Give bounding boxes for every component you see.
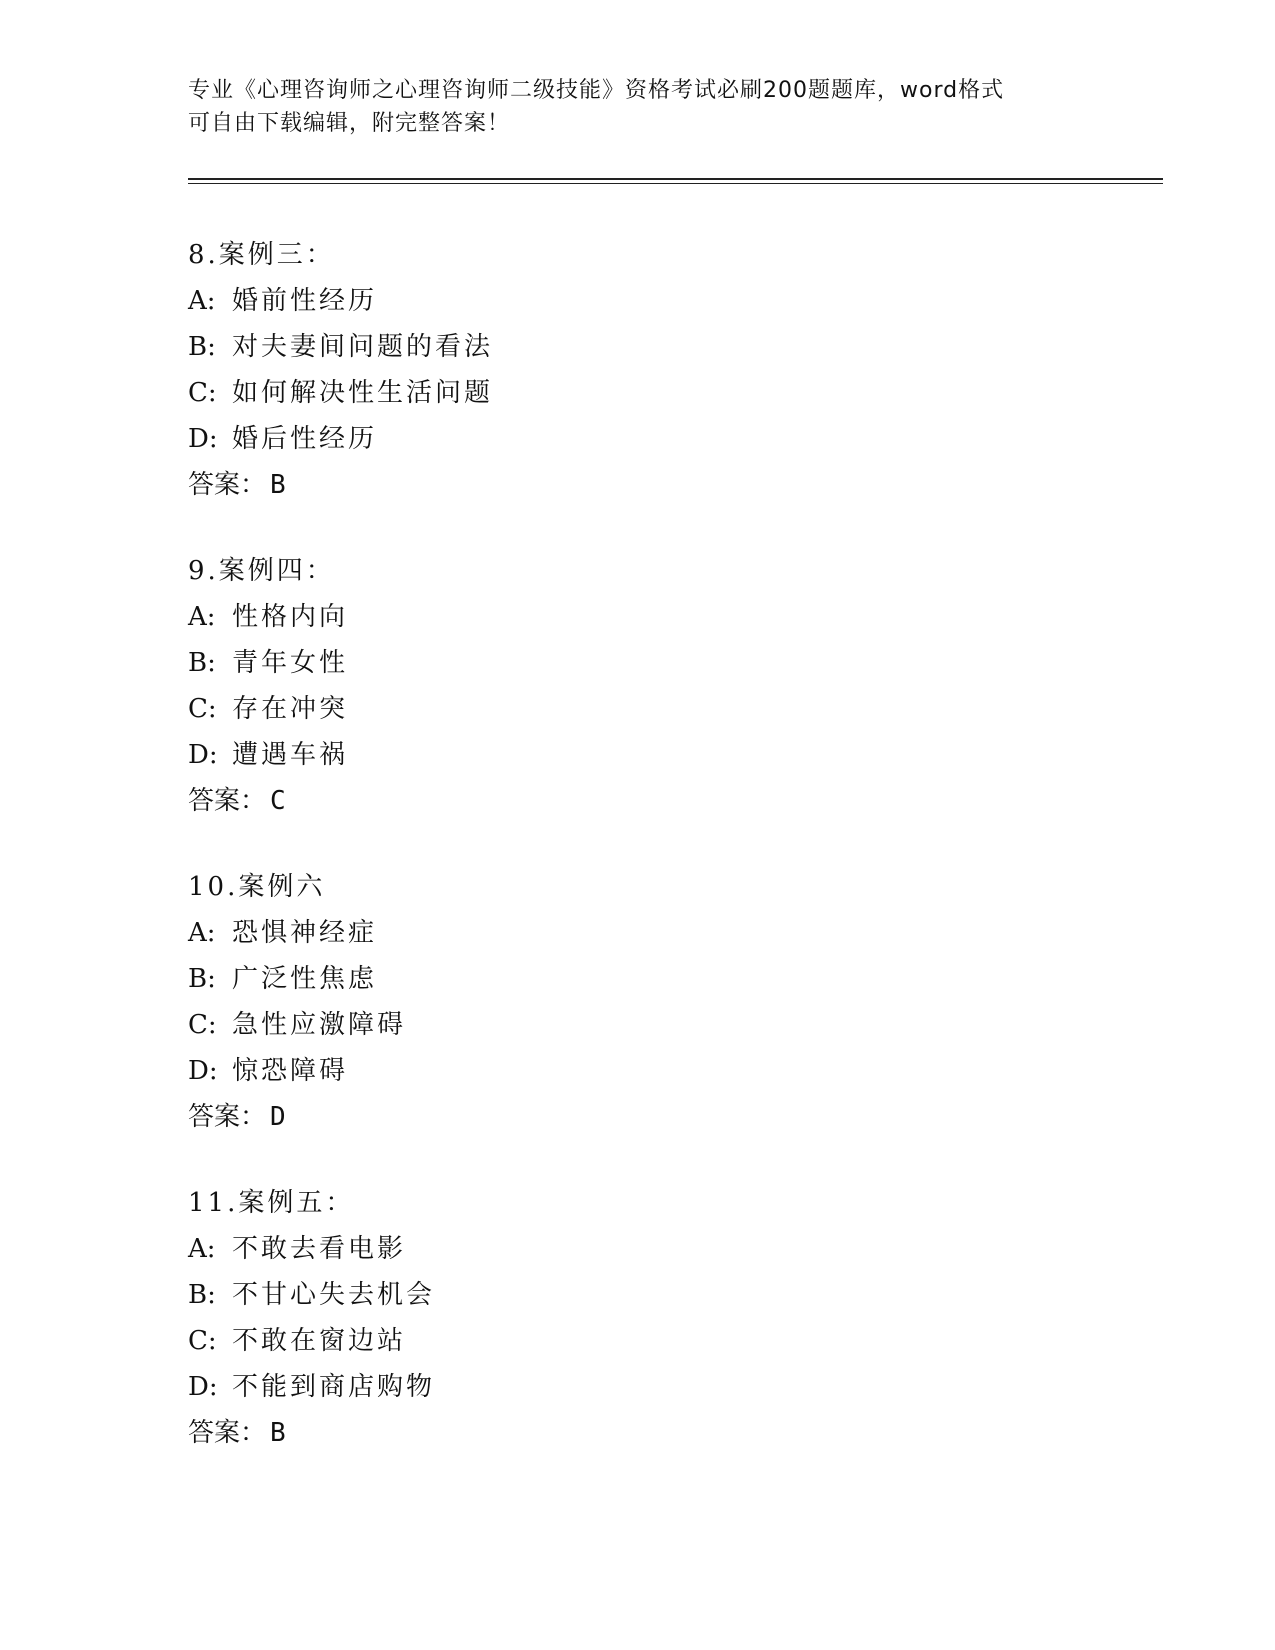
header-line-2: 可自由下载编辑，附完整答案！ <box>188 111 511 136</box>
answer-value: D <box>270 1102 286 1132</box>
option-b <box>188 324 1088 370</box>
document-header <box>188 74 1088 140</box>
option-d <box>188 1048 1088 1094</box>
answer-label: 答案： <box>188 786 267 816</box>
question-title: 10.案例六 <box>188 872 326 902</box>
option-text: 对夫妻间问题的看法 <box>232 332 494 362</box>
option-label: C: <box>188 378 217 408</box>
option-label: A: <box>188 918 216 948</box>
option-text: 惊恐障碍 <box>232 1056 349 1086</box>
option-text: 存在冲突 <box>232 694 349 724</box>
option-c <box>188 370 1088 416</box>
option-text: 青年女性 <box>232 648 349 678</box>
option-text: 婚前性经历 <box>232 286 378 316</box>
option-label: B: <box>188 964 216 994</box>
option-label: A: <box>188 602 216 632</box>
header-line-1: 专业《心理咨询师之心理咨询师二级技能》资格考试必刷200题题库，word格式 <box>188 78 1005 103</box>
answer-label: 答案： <box>188 1418 267 1448</box>
question-block <box>188 1180 1088 1456</box>
option-label: D: <box>188 1056 218 1086</box>
option-text: 遭遇车祸 <box>232 740 349 770</box>
option-d <box>188 416 1088 462</box>
option-b <box>188 956 1088 1002</box>
option-label: B: <box>188 1280 216 1310</box>
answer-value: B <box>270 470 286 500</box>
option-label: C: <box>188 1326 217 1356</box>
option-label: A: <box>188 1234 216 1264</box>
answer-line <box>188 1410 1088 1456</box>
answer-label: 答案： <box>188 470 267 500</box>
question-block <box>188 548 1088 824</box>
option-text: 恐惧神经症 <box>232 918 378 948</box>
option-a <box>188 910 1088 956</box>
answer-line <box>188 1094 1088 1140</box>
answer-value: C <box>270 786 286 816</box>
option-text: 性格内向 <box>232 602 349 632</box>
option-text: 不敢去看电影 <box>232 1234 407 1264</box>
option-b <box>188 1272 1088 1318</box>
option-text: 不能到商店购物 <box>232 1372 436 1402</box>
option-label: D: <box>188 1372 218 1402</box>
answer-label: 答案： <box>188 1102 267 1132</box>
option-d <box>188 732 1088 778</box>
question-title: 11.案例五： <box>188 1188 355 1218</box>
option-text: 婚后性经历 <box>232 424 378 454</box>
option-a <box>188 278 1088 324</box>
option-text: 急性应激障碍 <box>232 1010 407 1040</box>
option-text: 广泛性焦虑 <box>232 964 378 994</box>
option-label: D: <box>188 740 218 770</box>
question-block <box>188 232 1088 508</box>
answer-line <box>188 462 1088 508</box>
option-label: C: <box>188 1010 217 1040</box>
option-a <box>188 594 1088 640</box>
question-title: 9.案例四： <box>188 556 335 586</box>
option-label: B: <box>188 332 216 362</box>
option-label: C: <box>188 694 217 724</box>
option-text: 不敢在窗边站 <box>232 1326 407 1356</box>
option-label: D: <box>188 424 218 454</box>
option-c <box>188 1002 1088 1048</box>
answer-line <box>188 778 1088 824</box>
question-title: 8.案例三： <box>188 240 335 270</box>
option-a <box>188 1226 1088 1272</box>
option-text: 如何解决性生活问题 <box>232 378 494 408</box>
question-block <box>188 864 1088 1140</box>
option-d <box>188 1364 1088 1410</box>
option-label: B: <box>188 648 216 678</box>
header-divider <box>188 178 1163 184</box>
option-label: A: <box>188 286 216 316</box>
answer-value: B <box>270 1418 286 1448</box>
option-c <box>188 686 1088 732</box>
option-b <box>188 640 1088 686</box>
option-c <box>188 1318 1088 1364</box>
option-text: 不甘心失去机会 <box>232 1280 436 1310</box>
